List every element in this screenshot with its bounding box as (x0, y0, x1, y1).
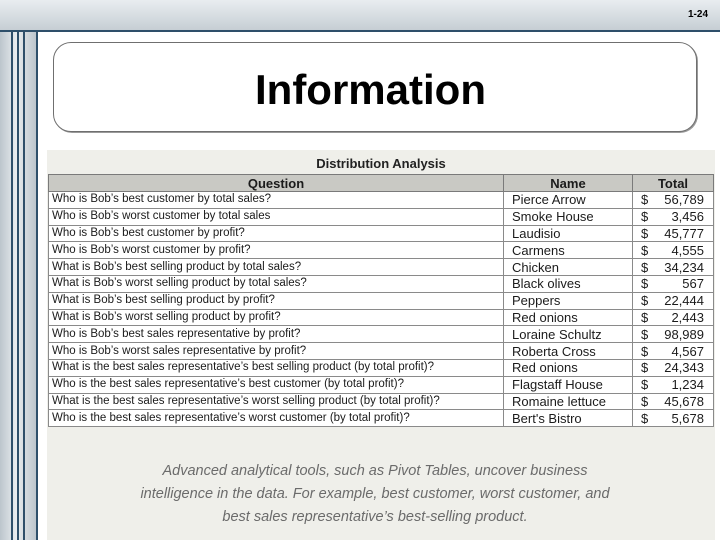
name-cell: Loraine Schultz (504, 326, 633, 343)
name-cell: Red onions (504, 309, 633, 326)
total-cell (633, 376, 714, 393)
table-row (49, 225, 714, 242)
table-row (49, 410, 714, 427)
total-cell (633, 359, 714, 376)
currency-symbol: $ (641, 410, 649, 426)
total-amount: 56,789 (664, 192, 704, 208)
name-cell: Smoke House (504, 208, 633, 225)
total-cell (633, 410, 714, 427)
currency-symbol: $ (641, 259, 649, 275)
column-header-name: Name (504, 175, 633, 192)
total-amount: 34,234 (664, 259, 704, 275)
currency-symbol: $ (641, 209, 649, 225)
currency-symbol: $ (641, 276, 649, 292)
table-row (49, 208, 714, 225)
question-cell: Who is Bob’s best customer by profit? (49, 225, 504, 242)
slide-title: Information (255, 66, 486, 113)
name-cell: Pierce Arrow (504, 192, 633, 209)
total-cell (633, 309, 714, 326)
question-cell: What is Bob’s best selling product by total sales? (49, 259, 504, 276)
question-cell: What is Bob’s worst selling product by profit? (49, 309, 504, 326)
currency-symbol: $ (641, 393, 649, 409)
total-amount: 4,555 (671, 242, 704, 258)
currency-symbol: $ (641, 242, 649, 258)
question-cell: Who is Bob’s best customer by total sales? (49, 192, 504, 209)
total-cell (633, 275, 714, 292)
total-amount: 2,443 (671, 309, 704, 325)
name-cell: Black olives (504, 275, 633, 292)
question-cell: Who is the best sales representative’s worst customer (by total profit)? (49, 410, 504, 427)
distribution-analysis-table (48, 174, 714, 427)
question-cell: Who is Bob’s worst customer by profit? (49, 242, 504, 259)
question-cell: Who is the best sales representative’s best customer (by total profit)? (49, 376, 504, 393)
rail-line (17, 32, 19, 540)
table-row (49, 192, 714, 209)
currency-symbol: $ (641, 309, 649, 325)
table-row (49, 376, 714, 393)
column-header-total: Total (633, 175, 714, 192)
currency-symbol: $ (641, 360, 649, 376)
total-amount: 45,678 (664, 393, 704, 409)
header-band (0, 0, 720, 32)
name-cell: Chicken (504, 259, 633, 276)
question-cell: What is Bob’s best selling product by profit? (49, 292, 504, 309)
column-header-question: Question (49, 175, 504, 192)
name-cell: Roberta Cross (504, 343, 633, 360)
total-cell (633, 192, 714, 209)
currency-symbol: $ (641, 326, 649, 342)
total-cell (633, 393, 714, 410)
table-row (49, 343, 714, 360)
table-row (49, 393, 714, 410)
question-cell: What is the best sales representative’s worst selling product (by total profit)? (49, 393, 504, 410)
total-amount: 1,234 (671, 377, 704, 393)
table-title: Distribution Analysis (316, 156, 446, 171)
left-decorative-rail (0, 32, 38, 540)
total-cell (633, 225, 714, 242)
table-row (49, 292, 714, 309)
table-row (49, 242, 714, 259)
total-cell (633, 343, 714, 360)
total-amount: 3,456 (671, 209, 704, 225)
slide-number: 1-24 (687, 9, 708, 20)
currency-symbol: $ (641, 377, 649, 393)
total-amount: 98,989 (664, 326, 704, 342)
total-amount: 4,567 (671, 343, 704, 359)
name-cell: Peppers (504, 292, 633, 309)
question-cell: What is Bob’s worst selling product by total sales? (49, 275, 504, 292)
table-row (49, 326, 714, 343)
rail-line (23, 32, 25, 540)
question-cell: What is the best sales representative’s best selling product (by total profit)? (49, 359, 504, 376)
currency-symbol: $ (641, 225, 649, 241)
currency-symbol: $ (641, 192, 649, 208)
question-cell: Who is Bob’s worst sales representative by profit? (49, 343, 504, 360)
name-cell: Carmens (504, 242, 633, 259)
table-header-row (49, 175, 714, 192)
total-cell (633, 208, 714, 225)
question-cell: Who is Bob’s best sales representative by profit? (49, 326, 504, 343)
total-amount: 45,777 (664, 225, 704, 241)
table-row (49, 309, 714, 326)
total-amount: 5,678 (671, 410, 704, 426)
name-cell: Bert's Bistro (504, 410, 633, 427)
total-amount: 24,343 (664, 360, 704, 376)
total-cell (633, 242, 714, 259)
table-row (49, 359, 714, 376)
currency-symbol: $ (641, 293, 649, 309)
table-row (49, 275, 714, 292)
table-row (49, 259, 714, 276)
name-cell: Romaine lettuce (504, 393, 633, 410)
name-cell: Red onions (504, 359, 633, 376)
caption: Advanced analytical tools, such as Pivot Tables, uncover business intelligence in the data. For example, best customer, worst customer, and best sales representative’s best-selling product. (140, 463, 610, 525)
total-amount: 22,444 (664, 293, 704, 309)
total-amount: 567 (682, 276, 704, 292)
total-cell (633, 259, 714, 276)
question-cell: Who is Bob’s worst customer by total sales (49, 208, 504, 225)
name-cell: Laudisio (504, 225, 633, 242)
rail-line (11, 32, 13, 540)
name-cell: Flagstaff House (504, 376, 633, 393)
currency-symbol: $ (641, 343, 649, 359)
total-cell (633, 292, 714, 309)
total-cell (633, 326, 714, 343)
